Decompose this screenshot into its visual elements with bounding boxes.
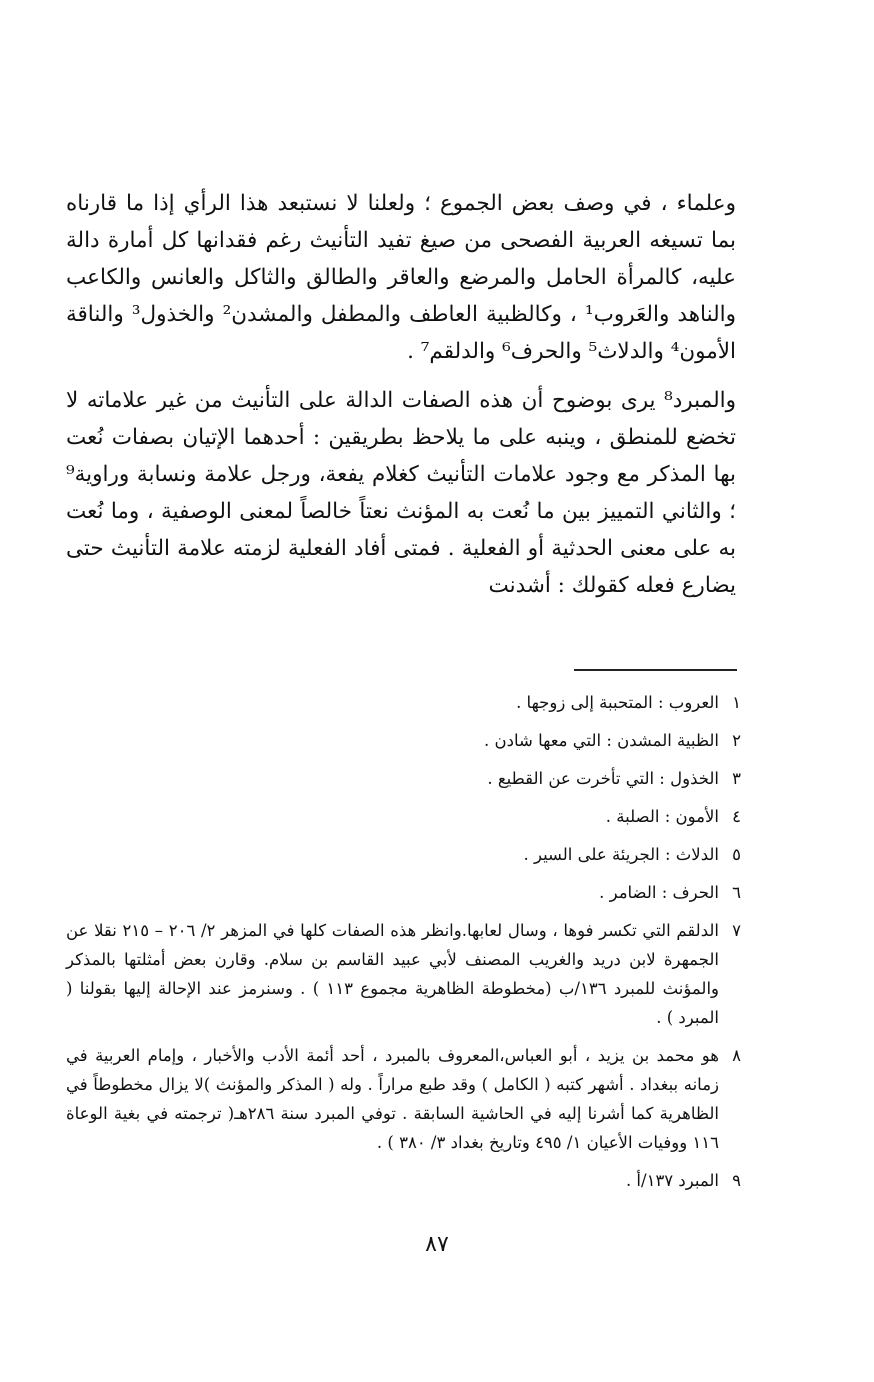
main-text (66, 185, 736, 604)
footnote-number: ١ (732, 693, 741, 712)
footnote-number: ٨ (732, 1046, 741, 1065)
footnote-5 (66, 840, 741, 869)
footnote-3 (66, 764, 741, 793)
footnotes (66, 688, 741, 1204)
footnote-text: الخذول : التي تأخرت عن القطيع . (487, 769, 719, 788)
paragraph-1: وعلماء ، في وصف بعض الجموع ؛ ولعلنا لا نستبعد هذا الرأي إذا ما قارناه بما تسيغه العربية الفصحى من صيغ تفيد التأنيث رغم فقدانها كل أمارة دالة عليه، كالمرأة الحامل والمرضع والعاقر والطالق والثاكل والعانس والكاعب والناهد والعَروب¹ ، وكالظبية العاطف والمطفل والمشدن² والخذول³ والناقة الأمون⁴ والدلاث⁵ والحرف⁶ والدلقم⁷ . (66, 191, 736, 364)
footnote-2 (66, 726, 741, 755)
page-number: ٨٧ (425, 1232, 449, 1257)
paragraph-2: والمبرد⁸ يرى بوضوح أن هذه الصفات الدالة على التأنيث من غير علاماته لا تخضع للمنطق ، وينبه على ما يلاحظ بطريقين : أحدهما الإتيان بصفات نُعت بها المذكر مع وجود علامات التأنيث كغلام يفعة، ورجل علامة ونسابة وراوية⁹ ؛ والثاني التمييز بين ما نُعت به المؤنث نعتاً خالصاً لمعنى الوصفية ، وما نُعت به على معنى الحدثية أو الفعلية . فمتى أفاد الفعلية لزمته علامة التأنيث حتى يضارع فعله كقولك : أشدنت (66, 388, 736, 598)
footnote-text: الدلقم التي تكسر فوها ، وسال لعابها.وانظر هذه الصفات كلها في المزهر ٢/ ٢٠٦ – ٢١٥ نقلا عن الجمهرة لابن دريد والغريب المصنف لأبي عبيد القاسم بن سلام. وقارن بعض أمثلتها بالمذكر والمؤنث للمبرد ١٣٦/ب (مخطوطة الظاهرية مجموع ١١٣ ) . وسنرمز عند الإحالة إليها بقولنا ( المبرد ) . (66, 921, 719, 1027)
footnote-number: ٦ (732, 883, 741, 902)
footnote-number: ٥ (732, 845, 741, 864)
footnote-text: الدلاث : الجريئة على السير . (523, 845, 719, 864)
footnote-7 (66, 916, 741, 1032)
footnote-number: ٤ (732, 807, 741, 826)
footnote-number: ٢ (732, 731, 741, 750)
footnote-number: ٧ (732, 921, 741, 940)
footnote-separator (574, 669, 737, 671)
footnote-number: ٩ (732, 1171, 741, 1190)
footnote-8 (66, 1041, 741, 1157)
footnote-text: المبرد ١٣٧/أ . (625, 1171, 719, 1190)
footnote-text: هو محمد بن يزيد ، أبو العباس،المعروف بالمبرد ، أحد أئمة الأدب والأخبار ، وإمام العربية في زمانه ببغداد . أشهر كتبه ( الكامل ) وقد طبع مراراً . وله ( المذكر والمؤنث )لا يزال مخطوطاً في الظاهرية كما أشرنا إليه في الحاشية السابقة . توفي المبرد سنة ٢٨٦هـ( ترجمته في بغية الوعاة ١١٦ ووفيات الأعيان ١/ ٤٩٥ وتاريخ بغداد ٣/ ٣٨٠ ) . (66, 1046, 720, 1152)
footnote-4 (66, 802, 741, 831)
footnote-text: الظبية المشدن : التي معها شادن . (484, 731, 719, 750)
footnote-9 (66, 1166, 741, 1195)
footnote-text: الحرف : الضامر . (599, 883, 719, 902)
footnote-text: العروب : المتحببة إلى زوجها . (516, 693, 719, 712)
footnote-6 (66, 878, 741, 907)
footnote-text: الأمون : الصلبة . (605, 807, 719, 826)
footnote-1 (66, 688, 741, 717)
footnote-number: ٣ (732, 769, 741, 788)
